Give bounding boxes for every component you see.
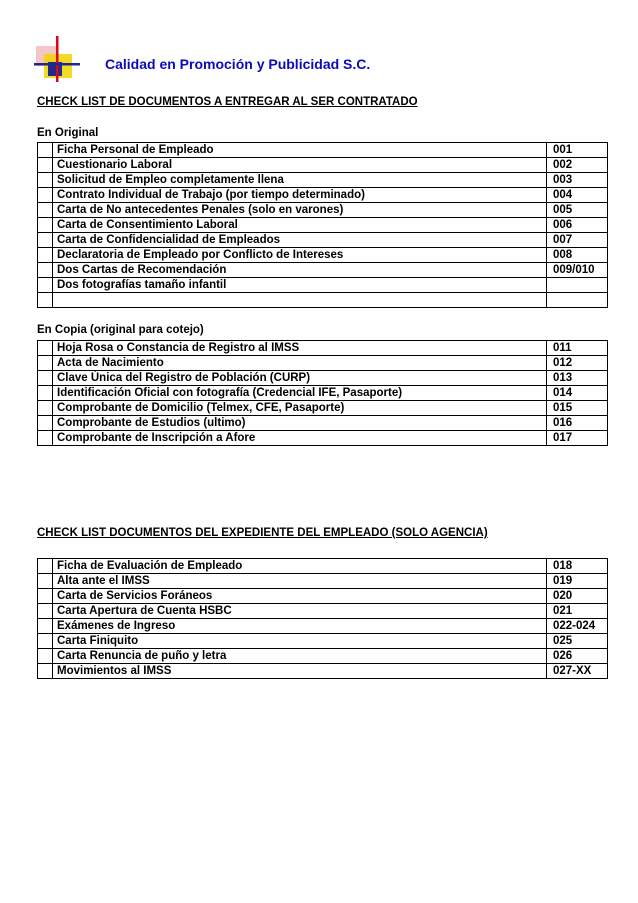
checkbox-cell[interactable] — [38, 248, 53, 263]
document-number: 013 — [547, 371, 608, 386]
table-row — [38, 203, 608, 218]
checkbox-cell[interactable] — [38, 203, 53, 218]
table-row — [38, 188, 608, 203]
checkbox-cell[interactable] — [38, 263, 53, 278]
document-number: 003 — [547, 173, 608, 188]
table-row — [38, 649, 608, 664]
checkbox-cell[interactable] — [38, 386, 53, 401]
document-name: Ficha Personal de Empleado — [53, 143, 547, 158]
checkbox-cell[interactable] — [38, 356, 53, 371]
company-logo — [34, 36, 80, 82]
document-name — [53, 293, 547, 308]
table-row — [38, 401, 608, 416]
document-name: Alta ante el IMSS — [53, 574, 547, 589]
checkbox-cell[interactable] — [38, 589, 53, 604]
document-number: 018 — [547, 559, 608, 574]
document-number: 016 — [547, 416, 608, 431]
original-label: En Original — [37, 127, 99, 139]
document-name: Carta de No antecedentes Penales (solo en varones) — [53, 203, 547, 218]
document-number: 011 — [547, 341, 608, 356]
table-row — [38, 356, 608, 371]
document-number: 020 — [547, 589, 608, 604]
checkbox-cell[interactable] — [38, 574, 53, 589]
document-name: Cuestionario Laboral — [53, 158, 547, 173]
checkbox-cell[interactable] — [38, 293, 53, 308]
checkbox-cell[interactable] — [38, 604, 53, 619]
checkbox-cell[interactable] — [38, 188, 53, 203]
checkbox-cell[interactable] — [38, 173, 53, 188]
table-row — [38, 589, 608, 604]
original-checklist-table — [37, 142, 608, 308]
document-name: Exámenes de Ingreso — [53, 619, 547, 634]
document-number: 007 — [547, 233, 608, 248]
document-name: Carta de Consentimiento Laboral — [53, 218, 547, 233]
company-name: Calidad en Promoción y Publicidad S.C. — [105, 56, 371, 72]
document-name: Solicitud de Empleo completamente llena — [53, 173, 547, 188]
document-name: Dos fotografías tamaño infantil — [53, 278, 547, 293]
checkbox-cell[interactable] — [38, 218, 53, 233]
table-row — [38, 664, 608, 679]
table-row — [38, 233, 608, 248]
document-name: Acta de Nacimiento — [53, 356, 547, 371]
document-number: 025 — [547, 634, 608, 649]
document-name: Carta Renuncia de puño y letra — [53, 649, 547, 664]
copia-checklist-table — [37, 340, 608, 446]
table-row — [38, 158, 608, 173]
table-row — [38, 559, 608, 574]
checkbox-cell[interactable] — [38, 664, 53, 679]
document-name: Contrato Individual de Trabajo (por tiempo determinado) — [53, 188, 547, 203]
document-name: Dos Cartas de Recomendación — [53, 263, 547, 278]
table-row — [38, 619, 608, 634]
document-name: Comprobante de Domicilio (Telmex, CFE, Pasaporte) — [53, 401, 547, 416]
document-number: 021 — [547, 604, 608, 619]
document-name: Identificación Oficial con fotografía (Credencial IFE, Pasaporte) — [53, 386, 547, 401]
document-name: Comprobante de Inscripción a Afore — [53, 431, 547, 446]
document-name: Clave Única del Registro de Población (CURP) — [53, 371, 547, 386]
checkbox-cell[interactable] — [38, 233, 53, 248]
checkbox-cell[interactable] — [38, 416, 53, 431]
document-number: 027-XX — [547, 664, 608, 679]
checkbox-cell[interactable] — [38, 559, 53, 574]
document-number: 014 — [547, 386, 608, 401]
section1-title: CHECK LIST DE DOCUMENTOS A ENTREGAR AL SER CONTRATADO — [37, 96, 418, 108]
document-name: Carta de Servicios Foráneos — [53, 589, 547, 604]
section2-title: CHECK LIST DOCUMENTOS DEL EXPEDIENTE DEL EMPLEADO (SOLO AGENCIA) — [37, 527, 488, 539]
table-row — [38, 218, 608, 233]
checkbox-cell[interactable] — [38, 649, 53, 664]
checkbox-cell[interactable] — [38, 278, 53, 293]
checkbox-cell[interactable] — [38, 431, 53, 446]
checkbox-cell[interactable] — [38, 401, 53, 416]
document-number: 008 — [547, 248, 608, 263]
document-name: Carta Finiquito — [53, 634, 547, 649]
document-number: 005 — [547, 203, 608, 218]
document-number: 002 — [547, 158, 608, 173]
table-row — [38, 293, 608, 308]
copia-label: En Copia (original para cotejo) — [37, 324, 204, 336]
document-number: 017 — [547, 431, 608, 446]
agencia-checklist-table — [37, 558, 608, 679]
document-number: 022-024 — [547, 619, 608, 634]
checkbox-cell[interactable] — [38, 634, 53, 649]
document-number: 009/010 — [547, 263, 608, 278]
document-name: Comprobante de Estudios (ultimo) — [53, 416, 547, 431]
document-number: 004 — [547, 188, 608, 203]
document-number: 012 — [547, 356, 608, 371]
document-name: Hoja Rosa o Constancia de Registro al IMSS — [53, 341, 547, 356]
table-row — [38, 371, 608, 386]
table-row — [38, 341, 608, 356]
table-row — [38, 173, 608, 188]
table-row — [38, 574, 608, 589]
table-row — [38, 604, 608, 619]
document-number: 026 — [547, 649, 608, 664]
table-row — [38, 143, 608, 158]
document-name: Ficha de Evaluación de Empleado — [53, 559, 547, 574]
document-number: 001 — [547, 143, 608, 158]
table-row — [38, 386, 608, 401]
document-number: 019 — [547, 574, 608, 589]
document-number: 015 — [547, 401, 608, 416]
table-row — [38, 416, 608, 431]
checkbox-cell[interactable] — [38, 143, 53, 158]
table-row — [38, 248, 608, 263]
checkbox-cell[interactable] — [38, 619, 53, 634]
table-row — [38, 431, 608, 446]
document-number — [547, 278, 608, 293]
document-name: Declaratoria de Empleado por Conflicto de Intereses — [53, 248, 547, 263]
checkbox-cell[interactable] — [38, 158, 53, 173]
document-name: Carta de Confidencialidad de Empleados — [53, 233, 547, 248]
document-number — [547, 293, 608, 308]
table-row — [38, 634, 608, 649]
document-name: Carta Apertura de Cuenta HSBC — [53, 604, 547, 619]
table-row — [38, 263, 608, 278]
checkbox-cell[interactable] — [38, 341, 53, 356]
checkbox-cell[interactable] — [38, 371, 53, 386]
document-number: 006 — [547, 218, 608, 233]
table-row — [38, 278, 608, 293]
document-name: Movimientos al IMSS — [53, 664, 547, 679]
